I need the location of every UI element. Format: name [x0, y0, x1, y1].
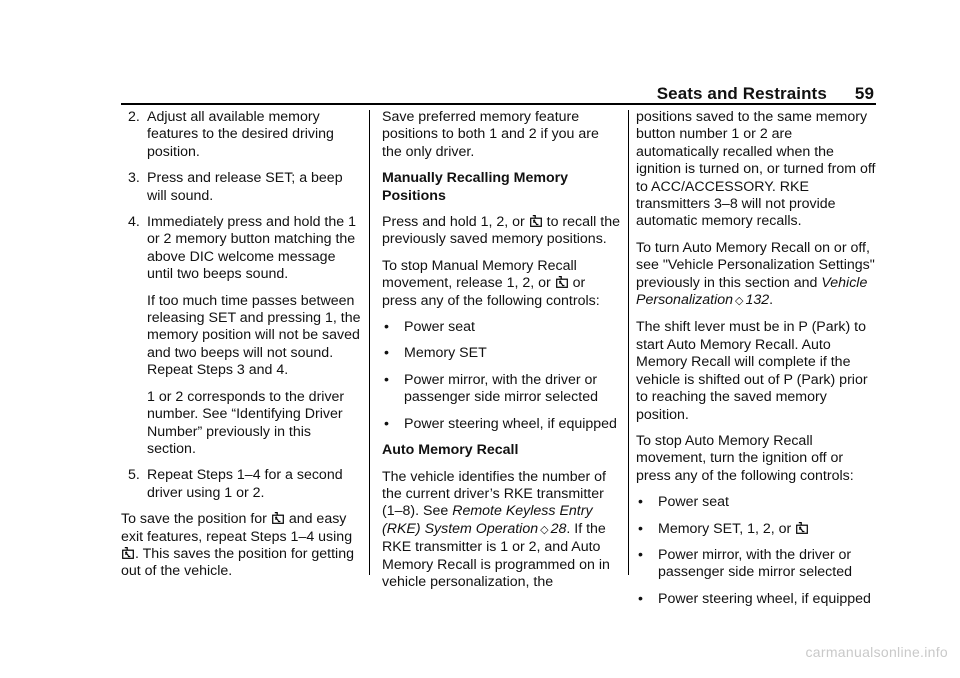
paragraph: Press and hold 1, 2, or to recall the previously saved memory positions. — [382, 214, 620, 248]
paragraph: To turn Auto Memory Recall on or off, see "Vehicle Personalization Settings" previously in this section and Vehicle Personalization ◇ 132. — [636, 239, 875, 309]
exit-memory-button-icon — [272, 512, 284, 524]
section-heading: Manually Recalling Memory Positions — [382, 170, 569, 204]
column-1 — [121, 109, 361, 590]
list-item: • Power mirror, with the driver or passenger side mirror selected — [384, 371, 598, 406]
page-header — [0, 84, 874, 104]
page-reference-icon: ◇ — [735, 295, 744, 308]
list-item: • Power seat — [384, 319, 475, 336]
step-4: 4. Immediately press and hold the 1 or 2 memory button matching the above DIC welcome message until two beeps sound. — [128, 214, 356, 283]
watermark: carmanualsonline.info — [805, 644, 948, 660]
bullet-icon: • — [384, 319, 389, 336]
exit-memory-button-icon — [122, 547, 134, 559]
paragraph: To stop Auto Memory Recall movement, turn the ignition off or press any of the following controls: — [636, 432, 854, 484]
page-reference-number[interactable]: 132 — [745, 292, 770, 309]
exit-memory-button-icon — [530, 215, 542, 227]
column-2 — [382, 109, 622, 600]
step-5: 5. Repeat Steps 1–4 for a second driver using 1 or 2. — [128, 467, 343, 501]
list-item: • Power steering wheel, if equipped — [638, 590, 871, 607]
bullet-icon: • — [638, 546, 643, 563]
column-3 — [636, 109, 876, 617]
step-2: 2. Adjust all available memory features to the desired driving position. — [128, 109, 334, 160]
page-reference-icon: ◇ — [540, 523, 549, 536]
list-item: • Memory SET — [384, 345, 487, 362]
section-heading: Auto Memory Recall — [382, 442, 519, 459]
bullet-icon: • — [384, 415, 389, 432]
exit-memory-button-icon — [796, 522, 808, 534]
paragraph: positions saved to the same memory button number 1 or 2 are automatically recalled when the ignition is turned on, or turned from off to ACC/ACCESSORY. RKE transmitters 3–8 will not provide automatic memory recalls. — [636, 109, 876, 230]
list-item: • Power mirror, with the driver or passenger side mirror selected — [638, 546, 852, 581]
bullet-icon: • — [638, 590, 643, 607]
paragraph: The vehicle identifies the number of the current driver’s RKE transmitter (1–8). See Remote Keyless Entry (RKE) System Operation ◇ 28. If the RKE transmitter is 1 or 2, and Auto Memory Recall is programmed on in vehicle personalization, the — [382, 468, 610, 590]
bullet-icon: • — [638, 494, 643, 511]
cross-reference-link[interactable]: Vehicle Personalization — [636, 274, 868, 309]
exit-position-paragraph: To save the position for and easy exit features, repeat Steps 1–4 using . This saves the position for getting out of the vehicle. — [121, 511, 354, 580]
section-title: Seats and Restraints — [656, 84, 827, 103]
header-rule — [121, 103, 876, 105]
column-divider-2 — [628, 110, 629, 575]
page-reference-number[interactable]: 28 — [550, 520, 567, 537]
paragraph: To stop Manual Memory Recall movement, release 1, 2, or or press any of the following controls: — [382, 257, 600, 309]
bullet-icon: • — [384, 371, 389, 388]
column-divider-1 — [369, 110, 370, 575]
step-4-note-2: 1 or 2 corresponds to the driver number. See “Identifying Driver Number” previously in this section. — [147, 388, 345, 457]
bullet-icon: • — [638, 520, 643, 537]
bullet-icon: • — [384, 345, 389, 362]
list-item: • Power seat — [638, 494, 729, 511]
step-4-note-1: If too much time passes between releasing SET and pressing 1, the memory position will not be saved and two beeps will not sound. Repeat Steps 3 and 4. — [147, 292, 361, 379]
step-3: 3. Press and release SET; a beep will sound. — [128, 170, 343, 204]
list-item: • Power steering wheel, if equipped — [384, 415, 617, 432]
paragraph: The shift lever must be in P (Park) to start Auto Memory Recall. Auto Memory Recall will complete if the vehicle is shifted out of P (Park) prior to reaching the saved memory position. — [636, 319, 868, 423]
page-number: 59 — [854, 84, 874, 103]
paragraph: Save preferred memory feature positions to both 1 and 2 if you are the only driver. — [382, 109, 599, 160]
list-item: • Memory SET, 1, 2, or — [636, 521, 876, 538]
cross-reference-link[interactable]: Remote Keyless Entry (RKE) System Operation — [382, 503, 593, 537]
exit-memory-button-icon — [556, 276, 568, 288]
